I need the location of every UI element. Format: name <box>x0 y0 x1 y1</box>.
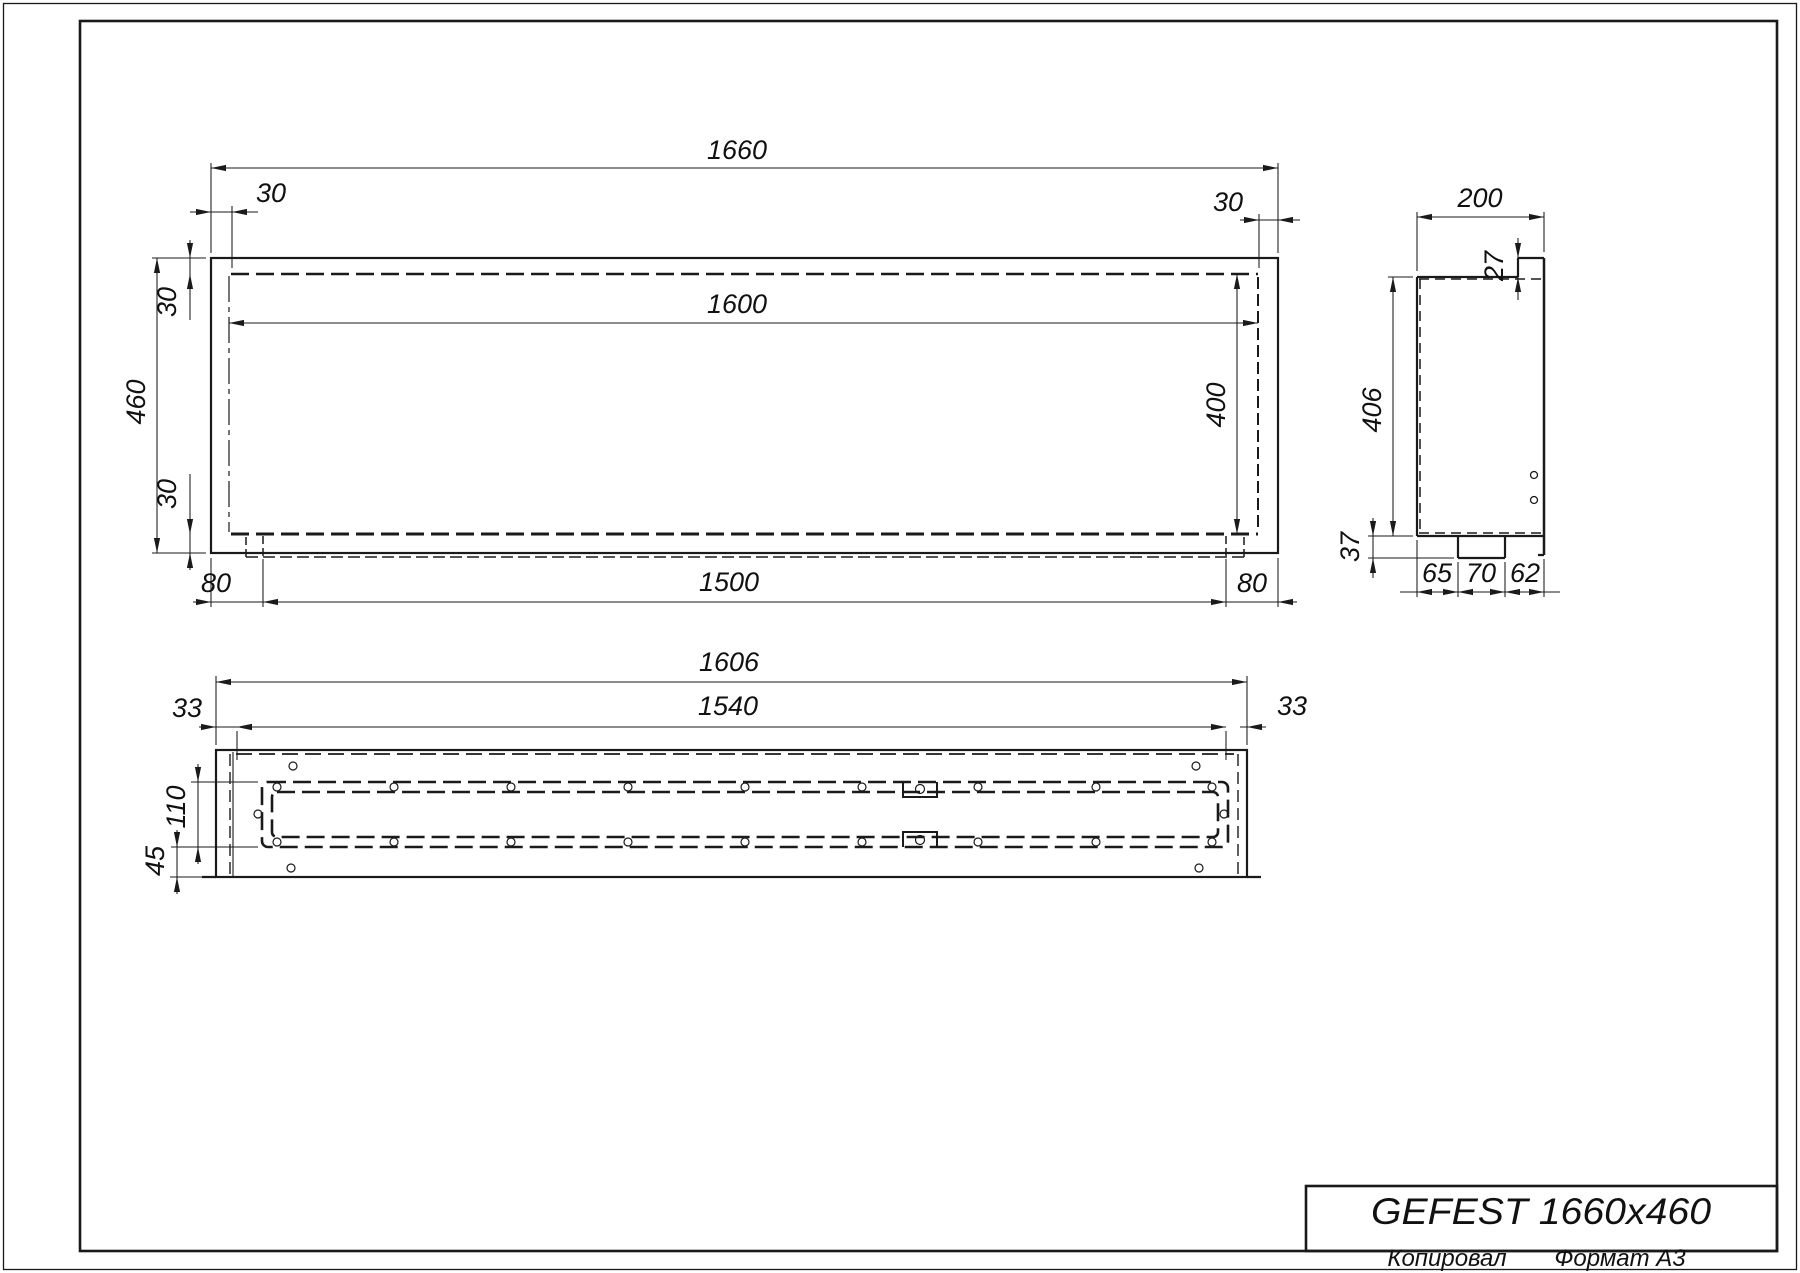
mounting-holes <box>254 762 1228 872</box>
bottom-hidden-sides <box>230 754 1238 874</box>
dim-label: 406 <box>1357 387 1387 433</box>
dim-front-inset-left-lower <box>152 474 190 570</box>
title-block <box>1306 1186 1777 1272</box>
dim-label: 80 <box>200 568 232 598</box>
dim-label: 37 <box>1335 531 1365 563</box>
dim-label: 1600 <box>706 289 768 319</box>
dim-label: 460 <box>121 379 151 425</box>
dim-label: 33 <box>171 693 203 723</box>
dim-bottom-overall-width <box>216 647 1247 682</box>
dim-front-overall-width <box>211 135 1278 168</box>
side-hole-upper <box>1531 472 1538 479</box>
side-hole-lower <box>1531 497 1538 504</box>
dim-side-bottom-lip <box>1335 518 1373 578</box>
dim-label: 45 <box>140 845 170 877</box>
dim-label: 1606 <box>698 647 760 677</box>
dim-bottom-margin-right <box>1240 691 1307 727</box>
dim-side-front-flange <box>1479 242 1518 294</box>
dim-label: 65 <box>1421 558 1453 588</box>
dim-front-inset-top-left <box>190 178 286 212</box>
dim-label: 80 <box>1236 568 1268 598</box>
drawing-title: GEFEST 1660x460 <box>1371 1191 1712 1232</box>
dim-front-opening-height <box>1201 274 1237 534</box>
tray-inner-dashed <box>272 792 1218 837</box>
side-view <box>1335 183 1560 597</box>
dim-bottom-inner-width <box>237 691 1226 727</box>
dim-label: 70 <box>1465 558 1497 588</box>
dim-label: 33 <box>1276 691 1308 721</box>
dim-label: 27 <box>1479 250 1509 282</box>
dim-bottom-margin-left <box>172 693 256 727</box>
dim-front-opening-width <box>229 289 1258 323</box>
dim-label: 400 <box>1201 382 1231 428</box>
front-extension-lines <box>152 163 1278 607</box>
dim-front-slot-chain <box>193 567 1297 602</box>
dim-label: 30 <box>1212 187 1244 217</box>
burner-tray-outline <box>262 782 1228 847</box>
bottom-view <box>140 647 1307 894</box>
dim-side-body-height <box>1357 277 1393 536</box>
front-view <box>121 135 1300 607</box>
bottom-outer-contour <box>216 750 1247 877</box>
footer-format-label: Формат А3 <box>1554 1245 1686 1272</box>
dim-label: 110 <box>161 785 191 829</box>
dim-front-inset-left-upper <box>152 240 190 320</box>
dim-label: 62 <box>1509 558 1541 588</box>
side-hidden-edges <box>1419 279 1541 533</box>
dim-label: 30 <box>255 178 287 208</box>
footer-copied-label: Копировал <box>1387 1245 1507 1272</box>
dim-label: 30 <box>152 478 182 510</box>
dim-label: 1500 <box>698 567 760 597</box>
dim-label: 200 <box>1457 183 1503 213</box>
dim-side-foot-chain <box>1400 558 1560 592</box>
side-foot <box>1458 536 1505 558</box>
dim-label: 30 <box>152 286 182 318</box>
dim-bottom-tray-offset <box>140 830 177 894</box>
dim-label: 1540 <box>697 691 759 721</box>
dim-label: 1660 <box>706 135 768 165</box>
side-contour <box>1417 258 1544 555</box>
dim-front-inset-top-right <box>1213 187 1300 220</box>
dim-side-depth <box>1417 183 1544 217</box>
